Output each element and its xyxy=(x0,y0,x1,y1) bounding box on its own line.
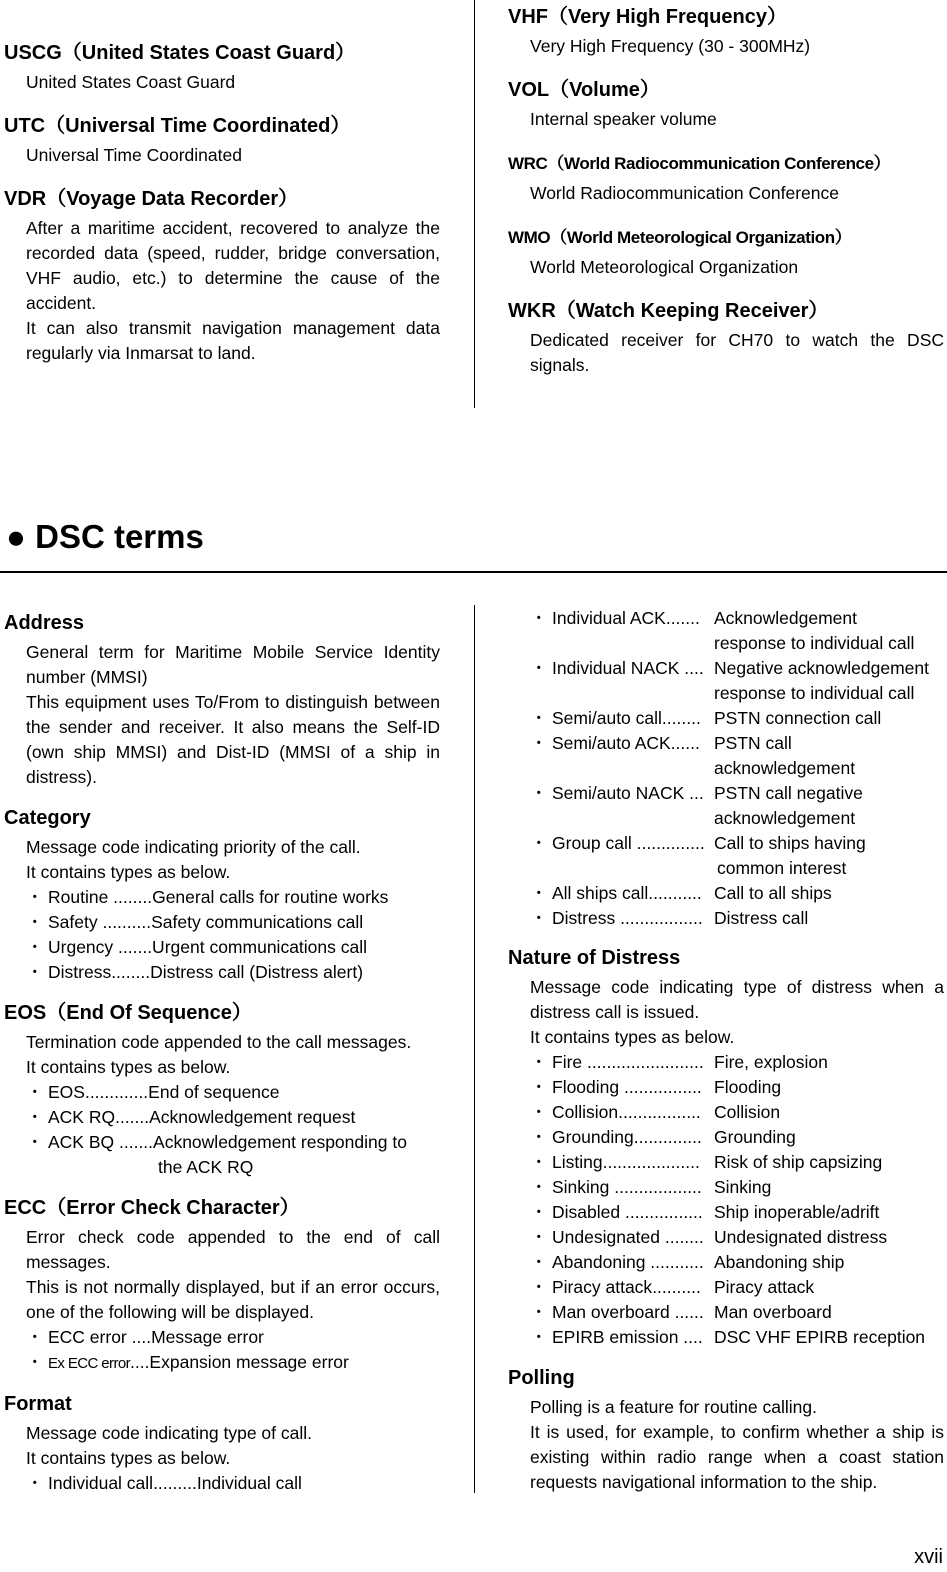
desc-vhf: Very High Frequency (30 - 300MHz) xyxy=(530,36,811,56)
format-item-continuation: acknowledgement xyxy=(714,758,856,778)
category-item: ・ Urgency .......Urgent communications call xyxy=(26,937,368,957)
format-item-continuation: acknowledgement xyxy=(714,808,856,828)
nature-item: ・ Man overboard ...... Man overboard xyxy=(530,1302,832,1322)
format-item: ・ Individual NACK .... Negative acknowledgement xyxy=(530,658,929,678)
format-item: ・ Semi/auto call........ PSTN connection call xyxy=(530,708,882,728)
term-wmo-text: WMO（World Meteorological Organization） xyxy=(508,228,852,247)
term-address: Address xyxy=(4,612,85,634)
desc-eos-1: Termination code appended to the call messages. xyxy=(26,1032,412,1052)
top-column-divider xyxy=(474,0,475,408)
desc-vdr-2: It can also transmit navigation management data regularly via Inmarsat to land. xyxy=(26,318,440,363)
desc-address-2: This equipment uses To/From to distinguish between the sender and receiver. It also means the Self-ID (own ship MMSI) and Dist-ID (MMSI of a ship in distress). xyxy=(26,692,440,787)
nature-item: ・ Collision................. Collision xyxy=(530,1102,781,1122)
desc-uscg: United States Coast Guard xyxy=(26,72,236,92)
eos-item-continuation: the ACK RQ xyxy=(158,1157,254,1177)
section-rule xyxy=(0,571,947,573)
bottom-right-column xyxy=(530,606,946,931)
desc-wrc: World Radiocommunication Conference xyxy=(530,183,839,203)
nature-item: ・ Flooding ................ Flooding xyxy=(530,1077,782,1097)
nature-item: ・ Disabled ................ Ship inoperable/adrift xyxy=(530,1202,880,1222)
desc-address-1: General term for Maritime Mobile Service Identity number (MMSI) xyxy=(26,642,440,687)
desc-wkr: Dedicated receiver for CH70 to watch the DSC signals. xyxy=(530,330,944,375)
nature-item: ・ Undesignated ........ Undesignated distress xyxy=(530,1227,888,1247)
nature-item: ・ Abandoning ........... Abandoning ship xyxy=(530,1252,845,1272)
format-item: ・ Semi/auto NACK ... PSTN call negative xyxy=(530,783,863,803)
format-item: ・ Distress ................. Distress call xyxy=(530,908,809,928)
nature-item: ・ Listing.................... Risk of ship capsizing xyxy=(530,1152,883,1172)
section-bullet-icon: ● xyxy=(6,518,26,555)
format-item: ・ Individual call.........Individual call xyxy=(26,1473,302,1493)
bottom-column-divider xyxy=(474,605,475,1493)
format-item: ・ Group call .............. Call to ships having xyxy=(530,833,866,853)
term-uscg: USCG（United States Coast Guard） xyxy=(4,42,356,64)
desc-nature-1: Message code indicating type of distress when a distress call is issued. xyxy=(530,977,944,1022)
nature-item: ・ EPIRB emission .... DSC VHF EPIRB reception xyxy=(530,1327,926,1347)
top-right-column xyxy=(508,6,944,378)
desc-format-2: It contains types as below. xyxy=(26,1448,231,1468)
desc-nature-2: It contains types as below. xyxy=(530,1027,735,1047)
desc-vol: Internal speaker volume xyxy=(530,109,717,129)
format-item-continuation: response to individual call xyxy=(714,633,915,653)
ecc-item: ・ ECC error ....Message error xyxy=(26,1327,264,1347)
section-heading xyxy=(6,518,204,556)
eos-item: ・ ACK BQ .......Acknowledgement responding to xyxy=(26,1132,407,1152)
bottom-left-column xyxy=(4,612,440,1496)
term-wrc-text: WRC（World Radiocommunication Conference） xyxy=(508,154,891,173)
desc-polling-2: It is used, for example, to confirm whether a ship is existing within radio range when a coast station requests navigational information to the ship. xyxy=(530,1422,944,1492)
format-item: ・ Semi/auto ACK...... PSTN call xyxy=(530,733,792,753)
category-item: ・ Safety ..........Safety communications call xyxy=(26,912,364,932)
desc-vdr-1: After a maritime accident, recovered to analyze the recorded data (speed, rudder, bridge conversation, VHF audio, etc.) to determine the cause of the accident. xyxy=(26,218,440,313)
bottom-right-terms xyxy=(508,947,944,1495)
term-vol: VOL（Volume） xyxy=(508,79,660,101)
nature-item: ・ Piracy attack.......... Piracy attack xyxy=(530,1277,815,1297)
format-item: ・ All ships call........... Call to all ships xyxy=(530,883,832,903)
category-item: ・ Routine ........General calls for routine works xyxy=(26,887,389,907)
term-wrc xyxy=(508,152,944,175)
term-vhf: VHF（Very High Frequency） xyxy=(508,6,787,28)
section-title: DSC terms xyxy=(35,518,204,555)
format-item: ・ Individual ACK....... Acknowledgement xyxy=(530,608,857,628)
desc-eos-2: It contains types as below. xyxy=(26,1057,231,1077)
nature-item: ・ Sinking .................. Sinking xyxy=(530,1177,772,1197)
ecc-item: ・ Ex ECC error....Expansion message error xyxy=(26,1352,349,1372)
desc-wmo: World Meteorological Organization xyxy=(530,257,799,277)
term-vdr: VDR（Voyage Data Recorder） xyxy=(4,188,299,210)
term-format: Format xyxy=(4,1393,72,1415)
format-item-continuation: common interest xyxy=(717,858,847,878)
term-nature-of-distress: Nature of Distress xyxy=(508,947,681,969)
term-utc: UTC（Universal Time Coordinated） xyxy=(4,115,351,137)
desc-ecc-1: Error check code appended to the end of call messages. xyxy=(26,1227,440,1272)
nature-list xyxy=(508,1050,944,1350)
desc-polling-1: Polling is a feature for routine calling. xyxy=(530,1397,817,1417)
eos-item: ・ ACK RQ.......Acknowledgement request xyxy=(26,1107,356,1127)
category-item: ・ Distress........Distress call (Distress alert) xyxy=(26,962,364,982)
term-wkr: WKR（Watch Keeping Receiver） xyxy=(508,300,829,322)
desc-utc: Universal Time Coordinated xyxy=(26,145,242,165)
term-polling: Polling xyxy=(508,1367,575,1389)
eos-item: ・ EOS.............End of sequence xyxy=(26,1082,280,1102)
term-wmo xyxy=(508,226,944,249)
desc-category-1: Message code indicating priority of the call. xyxy=(26,837,361,857)
desc-ecc-2: This is not normally displayed, but if an error occurs, one of the following will be displayed. xyxy=(26,1277,440,1322)
term-ecc: ECC（Error Check Character） xyxy=(4,1197,300,1219)
term-category: Category xyxy=(4,807,91,829)
term-eos: EOS（End Of Sequence） xyxy=(4,1002,252,1024)
top-left-column xyxy=(4,42,440,366)
desc-category-2: It contains types as below. xyxy=(26,862,231,882)
nature-item: ・ Fire ........................ Fire, explosion xyxy=(530,1052,828,1072)
nature-item: ・ Grounding.............. Grounding xyxy=(530,1127,796,1147)
format-item-continuation: response to individual call xyxy=(714,683,915,703)
desc-format-1: Message code indicating type of call. xyxy=(26,1423,312,1443)
page-number: xvii xyxy=(914,1546,943,1568)
